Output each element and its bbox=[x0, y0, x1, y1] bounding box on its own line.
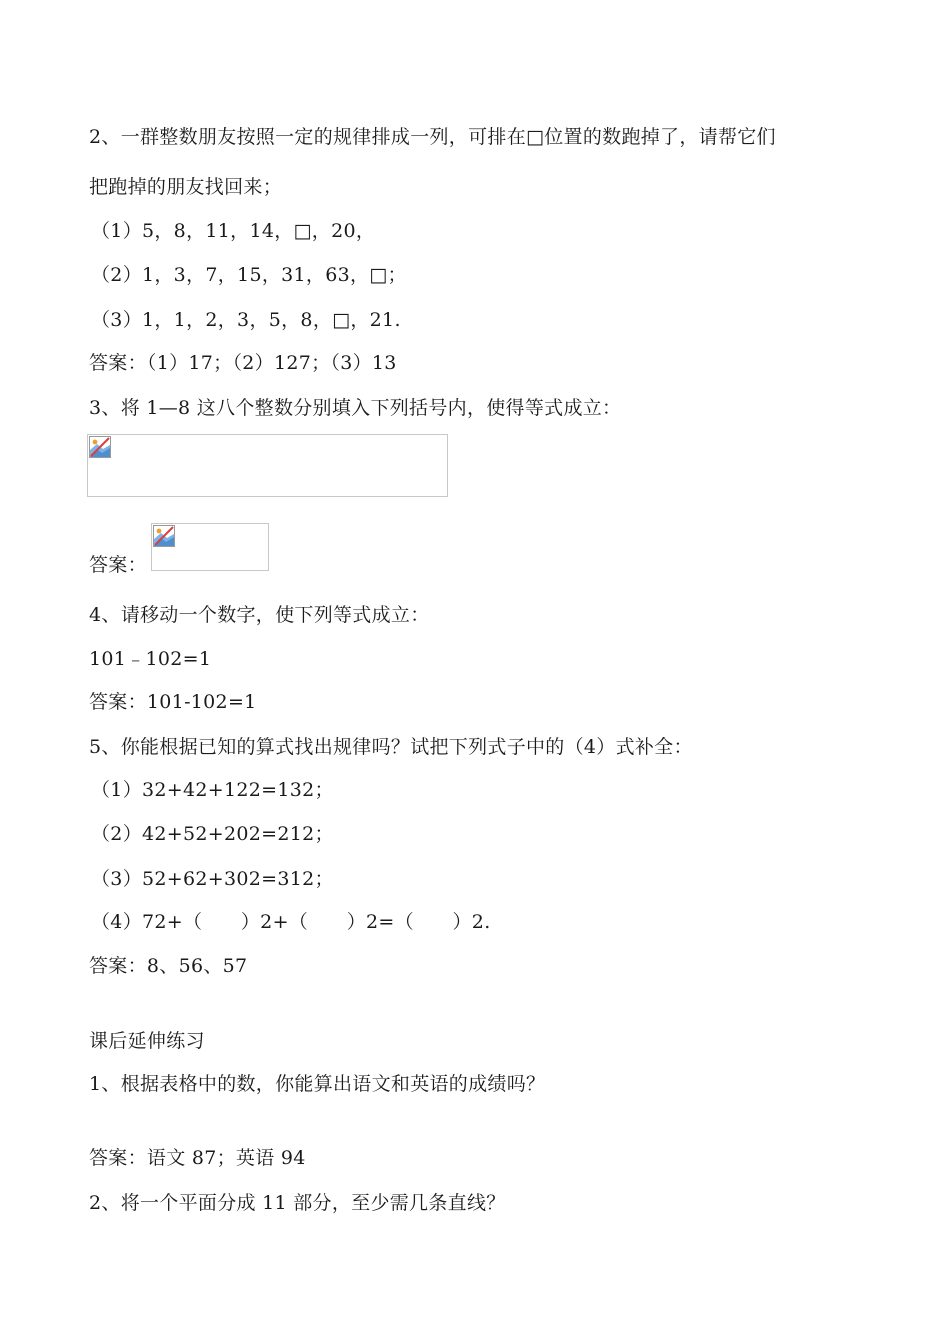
q4-text: 4、请移动一个数字，使下列等式成立： bbox=[89, 604, 430, 626]
broken-image-icon bbox=[153, 525, 175, 547]
extension-q1-answer: 答案：语文 87；英语 94 bbox=[89, 1147, 306, 1169]
extension-q2: 2、将一个平面分成 11 部分，至少需几条直线？ bbox=[89, 1192, 506, 1214]
q3-text: 3、将 1—8 这八个整数分别填入下列括号内，使得等式成立： bbox=[89, 397, 622, 419]
q2-text-line2: 把跑掉的朋友找回来； bbox=[89, 176, 283, 198]
q2-item-1: （1）5，8，11，14，□，20， bbox=[91, 220, 376, 242]
q5-item-2: （2）42+52+202=212； bbox=[91, 823, 334, 845]
q5-answer: 答案：8、56、57 bbox=[89, 955, 248, 977]
q4-equation: 101﹣102=1 bbox=[89, 648, 212, 670]
q2-item-2: （2）1，3，7，15，31，63，□； bbox=[91, 264, 407, 286]
q2-text-line1: 2、一群整数朋友按照一定的规律排成一列，可排在□位置的数跑掉了，请帮它们 bbox=[89, 126, 776, 148]
q2-answer: 答案：（1）17；（2）127；（3）13 bbox=[89, 352, 397, 374]
extension-q1: 1、根据表格中的数，你能算出语文和英语的成绩吗？ bbox=[89, 1073, 546, 1095]
broken-image-icon bbox=[89, 436, 111, 458]
q3-answer-image bbox=[151, 523, 269, 571]
q5-item-4: （4）72+（ ）2+（ ）2=（ ）2. bbox=[91, 911, 491, 933]
q3-answer-label: 答案： bbox=[89, 554, 147, 576]
q5-item-3: （3）52+62+302=312； bbox=[91, 868, 334, 890]
q3-equation-image bbox=[87, 434, 448, 497]
q2-item-3: （3）1，1，2，3，5，8，□，21. bbox=[91, 309, 401, 331]
q4-answer: 答案：101-102=1 bbox=[89, 691, 257, 713]
extension-heading: 课后延伸练习 bbox=[89, 1030, 205, 1052]
q5-text: 5、你能根据已知的算式找出规律吗？试把下列式子中的（4）式补全： bbox=[89, 736, 693, 758]
q5-item-1: （1）32+42+122=132； bbox=[91, 779, 334, 801]
